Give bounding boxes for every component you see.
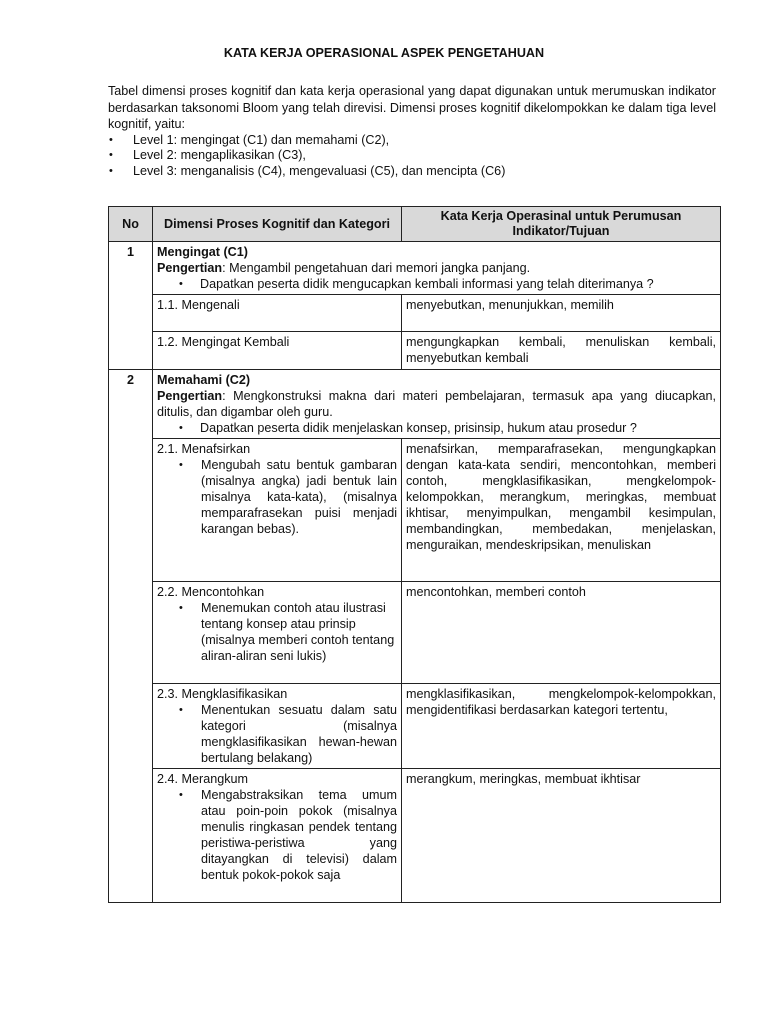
- category-cell: [153, 684, 402, 769]
- kko-cell: mencontohkan, memberi contoh: [402, 582, 721, 684]
- kko-cell: menafsirkan, memparafrasekan, mengungkapkan dengan kata-kata sendiri, mencontohkan, memberi contoh, mengklasifikasikan, mengkelompok-kelompokkan, merangkum, meringkas, membuat ikhtisar, menyimpulkan, mengambil kesimpulan, membandingkan, membedakan, menjelaskan, menguraikan, mendeskripsikan, menuliskan: [402, 439, 721, 582]
- table-row: [109, 769, 721, 903]
- header-no: No: [109, 207, 153, 242]
- header-dimensi: Dimensi Proses Kognitif dan Kategori: [153, 207, 402, 242]
- kko-cell: menyebutkan, menunjukkan, memilih: [402, 295, 721, 332]
- category-label: 1.1. Mengenali: [157, 298, 240, 312]
- category-label: 2.1. Menafsirkan: [157, 442, 251, 456]
- category-label: 2.2. Mencontohkan: [157, 585, 265, 599]
- kko-cell: mengungkapkan kembali, menuliskan kembali, menyebutkan kembali: [402, 332, 721, 370]
- category-label: 2.4. Merangkum: [157, 772, 248, 786]
- table-row: [109, 439, 721, 582]
- category-label: 1.2. Mengingat Kembali: [157, 335, 290, 349]
- kko-cell: merangkum, meringkas, membuat ikhtisar: [402, 769, 721, 903]
- section-header-row: [109, 370, 721, 439]
- section-description: [153, 242, 721, 295]
- section-title: Memahami (C2): [157, 373, 251, 387]
- table-row: [109, 684, 721, 769]
- section-description: [153, 370, 721, 439]
- table-row: [109, 332, 721, 370]
- category-cell: [153, 295, 402, 332]
- category-label: 2.3. Mengklasifikasikan: [157, 687, 288, 701]
- bullet-icon: •: [179, 278, 183, 290]
- table-row: [109, 295, 721, 332]
- section-bullets: [157, 276, 716, 292]
- table-row: [109, 582, 721, 684]
- intro-section: [108, 83, 716, 179]
- section-header-row: [109, 242, 721, 295]
- category-cell: [153, 582, 402, 684]
- level-item: • Level 3: menganalisis (C4), mengevaluasi (C5), dan mencipta (C6): [109, 163, 506, 178]
- bullet-icon: •: [109, 133, 113, 146]
- category-bullets: [157, 457, 397, 537]
- section-number: 1: [109, 242, 153, 295]
- kko-cell: mengklasifikasikan, mengkelompok-kelompokkan, mengidentifikasi berdasarkan kategori tertentu,: [402, 684, 721, 769]
- category-cell: [153, 769, 402, 903]
- bullet-icon: •: [109, 149, 113, 161]
- section-bullet-item: • Dapatkan peserta didik mengucapkan kembali informasi yang telah diterimanya ?: [179, 277, 654, 291]
- section-number: 2: [109, 370, 153, 439]
- bullet-icon: •: [179, 602, 183, 614]
- bullet-icon: •: [109, 164, 113, 177]
- header-kko: Kata Kerja Operasinal untuk Perumusan Indikator/Tujuan: [402, 207, 721, 242]
- category-bullet-item: • Mengubah satu bentuk gambaran (misalnya angka) jadi bentuk lain misalnya kata-kata), (misalnya memparafrasekan puisi menjadi karangan bebas).: [179, 458, 397, 536]
- level-item: • Level 2: mengaplikasikan (C3),: [109, 148, 306, 162]
- level-item: • Level 1: mengingat (C1) dan memahami (C2),: [109, 132, 390, 147]
- intro-paragraph: Tabel dimensi proses kognitif dan kata kerja operasional yang dapat digunakan untuk merumuskan indikator berdasarkan taksonomi Bloom yang telah direvisi. Dimensi proses kognitif dikelompokkan ke dalam tiga level kognitif, yaitu:: [108, 84, 716, 131]
- category-bullet-item: • Mengabstraksikan tema umum atau poin-poin pokok (misalnya menulis ringkasan pendek tentang peristiwa-peristiwa yang ditayangkan di televisi) dalam bentuk pokok-pokok saja: [179, 788, 397, 882]
- category-bullets: [157, 702, 397, 766]
- bullet-icon: •: [179, 789, 183, 801]
- category-cell: [153, 332, 402, 370]
- bullet-icon: •: [179, 704, 183, 716]
- category-bullets: [157, 787, 397, 883]
- section-pengertian: Pengertian: Mengkonstruksi makna dari materi pembelajaran, termasuk apa yang diucapkan, ditulis, dan digambar oleh guru.: [157, 389, 716, 419]
- section-title: Mengingat (C1): [157, 245, 248, 259]
- section-bullets: [157, 420, 716, 436]
- section-pengertian: Pengertian: Mengambil pengetahuan dari memori jangka panjang.: [157, 261, 531, 275]
- section-bullet-item: • Dapatkan peserta didik menjelaskan konsep, prisinsip, hukum atau prosedur ?: [179, 421, 637, 435]
- level-list: [108, 133, 716, 180]
- category-bullet-item: • Menemukan contoh atau ilustrasi tentang konsep atau prinsip (misalnya memberi contoh tentang aliran-aliran seni lukis): [179, 601, 395, 663]
- bullet-icon: •: [179, 422, 183, 434]
- category-bullets: [157, 600, 397, 664]
- bullet-icon: •: [179, 459, 183, 471]
- kko-table: [108, 206, 721, 903]
- document-title: KATA KERJA OPERASIONAL ASPEK PENGETAHUAN: [223, 46, 545, 60]
- table-header-row: [109, 207, 721, 242]
- category-bullet-item: • Menentukan sesuatu dalam satu kategori (misalnya mengklasifikasikan hewan-hewan bertulang belakang): [179, 703, 397, 765]
- category-cell: [153, 439, 402, 582]
